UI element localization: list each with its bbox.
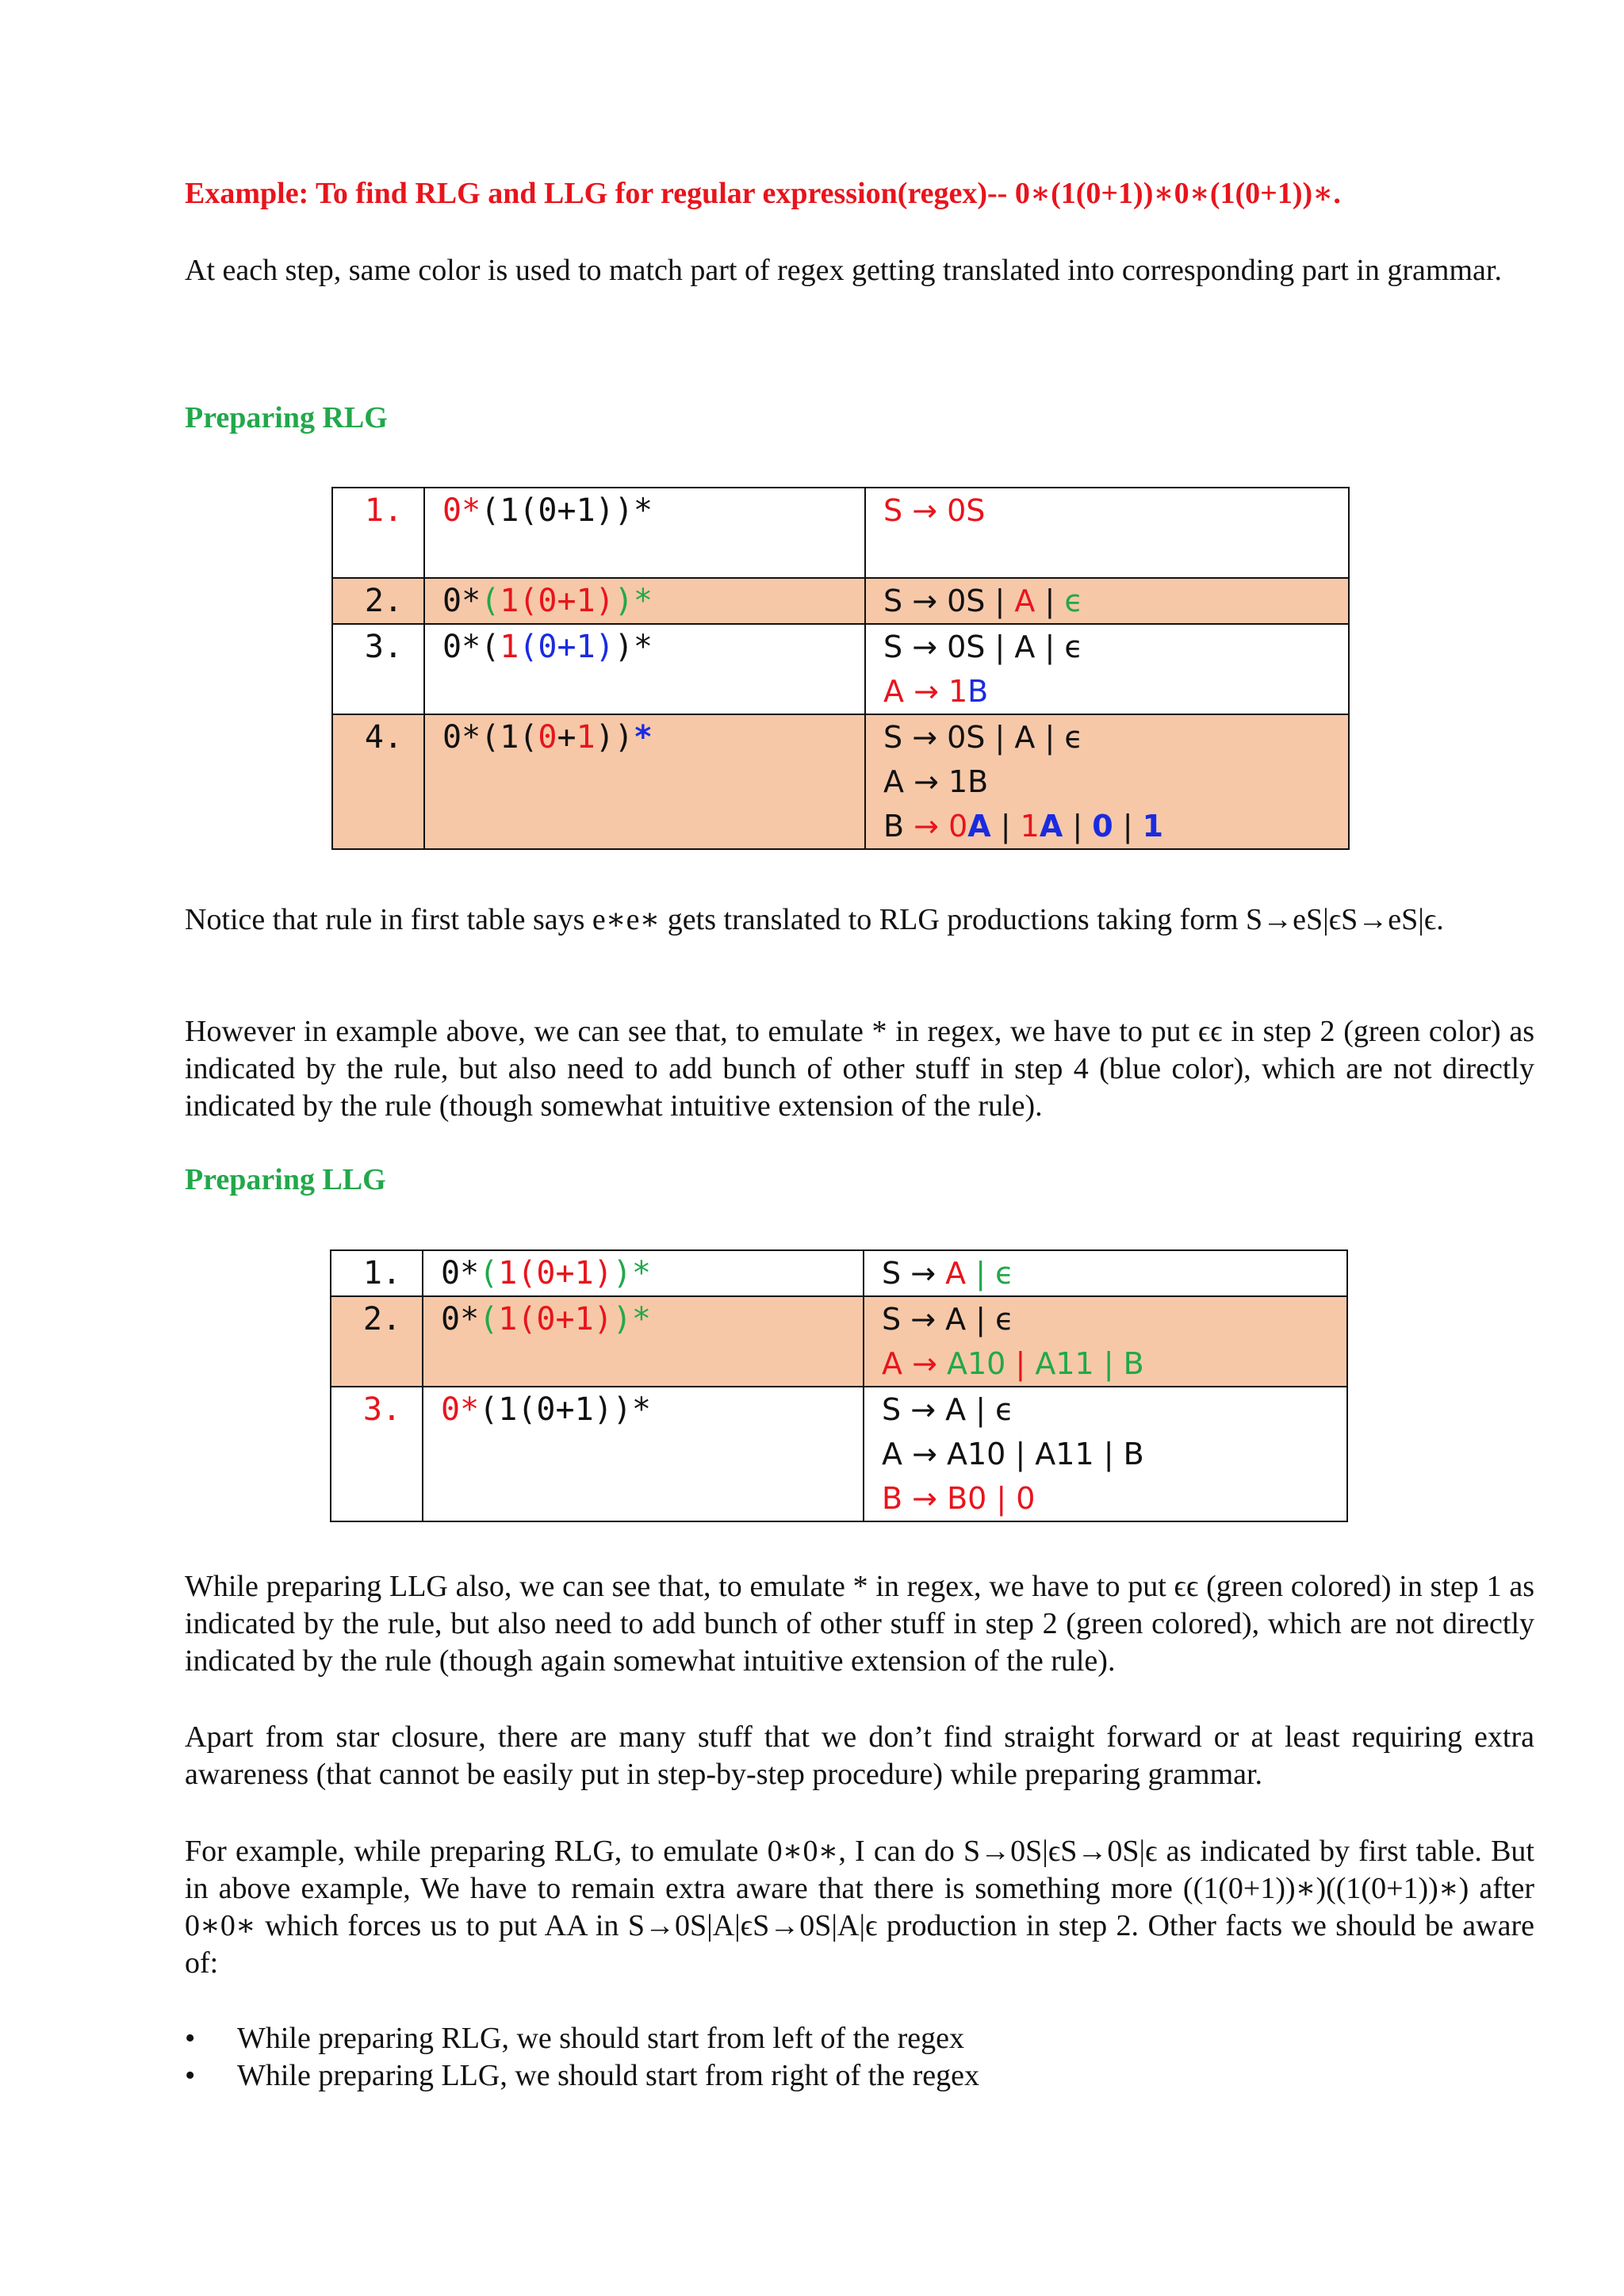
regex-segment: 1: [576, 719, 596, 756]
production-line: [883, 760, 1348, 804]
llg-heading: Preparing LLG: [185, 1163, 386, 1196]
production-segment: 0: [1092, 809, 1113, 844]
production-segment: ϵ: [1064, 584, 1083, 618]
regex-segment: 0*: [441, 1301, 480, 1337]
production-segment: |: [1113, 809, 1143, 844]
production-segment: |: [990, 809, 1021, 844]
table-row: [331, 1250, 1347, 1296]
regex-segment: )*: [612, 1301, 651, 1337]
production-segment: B: [883, 809, 914, 844]
regex-segment: *: [633, 719, 653, 756]
regex-segment: 1(0+1): [498, 1255, 613, 1292]
regex-segment: (1(0+1))*: [481, 492, 653, 529]
production-segment: |: [1035, 584, 1065, 618]
step-number: 3.: [332, 624, 424, 714]
regex-cell: [423, 1296, 864, 1387]
production-segment: A → A10 | A11 | B: [882, 1437, 1144, 1471]
production-segment: A: [967, 809, 991, 844]
rlg-table: [331, 487, 1350, 850]
production-segment: A: [1039, 809, 1063, 844]
table-row: [332, 578, 1349, 624]
production-segment: S → 0S |: [883, 584, 1015, 618]
regex-segment: )): [595, 719, 634, 756]
regex-cell: [424, 624, 865, 714]
production-segment: A11: [1035, 1346, 1094, 1381]
regex-segment: 1(0+1): [498, 1301, 613, 1337]
regex-segment: )*: [614, 583, 653, 619]
production-segment: S →: [882, 1256, 946, 1291]
regex-cell: [423, 1250, 864, 1296]
production-cell: [865, 714, 1349, 849]
regex-segment: (1(0+1))*: [479, 1391, 651, 1428]
bullet-icon: •: [185, 2059, 196, 2092]
regex-cell: [423, 1387, 864, 1521]
production-segment: A → 1B: [883, 764, 989, 799]
regex-cell: [424, 714, 865, 849]
notice-paragraph: Notice that rule in first table says e∗e∗ gets translated to RLG productions taking form S→eS|ϵS→eS|ϵ.: [185, 903, 1444, 936]
step-number: 2.: [332, 578, 424, 624]
regex-segment: (: [479, 1255, 499, 1292]
regex-segment: )*: [612, 1255, 651, 1292]
production-cell: [865, 624, 1349, 714]
production-segment: | B: [1094, 1346, 1144, 1381]
production-segment: S → A | ϵ: [882, 1392, 1014, 1427]
production-line: [883, 625, 1348, 669]
facts-list: [185, 2020, 979, 2095]
production-segment: A: [1014, 584, 1036, 618]
regex-segment: )*: [614, 629, 653, 665]
production-segment: | ϵ: [966, 1256, 1014, 1291]
production-line: [883, 579, 1348, 623]
table-row: [332, 714, 1349, 849]
production-line: [882, 1341, 1346, 1386]
production-line: [882, 1476, 1346, 1521]
regex-segment: (: [481, 583, 500, 619]
step-number: 3.: [331, 1387, 423, 1521]
production-segment: B → B0 | 0: [882, 1481, 1036, 1516]
production-segment: A → 1: [883, 674, 968, 709]
production-line: [882, 1297, 1346, 1341]
step-number: 1.: [331, 1250, 423, 1296]
llg-table-body: [331, 1250, 1347, 1521]
regex-cell: [424, 488, 865, 578]
for-example-paragraph: For example, while preparing RLG, to emulate 0∗0∗, I can do S→0S|ϵS→0S|ϵ as indicated by first table. But in above example, We have to remain extra aware that there is something more ((1(0+1))∗)((1(0+1))∗) after 0∗0∗ which forces us to put AA in S→0S|A|ϵS→0S|A|ϵ production in step 2. Other facts we should be aware of:: [185, 1835, 1534, 1980]
production-cell: [864, 1296, 1347, 1387]
table-row: [332, 624, 1349, 714]
regex-segment: 1(0+1): [500, 583, 615, 619]
production-line: [882, 1251, 1346, 1295]
rlg-table-body: [332, 488, 1349, 849]
regex-segment: (0+1): [519, 629, 615, 665]
production-cell: [864, 1387, 1347, 1521]
production-segment: → 0: [914, 809, 968, 844]
production-cell: [865, 578, 1349, 624]
regex-segment: 1: [500, 629, 519, 665]
production-segment: S → 0S: [883, 493, 986, 528]
table-row: [331, 1387, 1347, 1521]
rlg-heading: Preparing RLG: [185, 401, 388, 434]
production-cell: [864, 1250, 1347, 1296]
production-segment: A10: [947, 1346, 1006, 1381]
step-number: 2.: [331, 1296, 423, 1387]
production-segment: B: [967, 674, 989, 709]
apart-paragraph: Apart from star closure, there are many stuff that we don’t find straight forward or at least requiring extra awareness (that cannot be easily put in step-by-step procedure) while preparing grammar.: [185, 1720, 1534, 1791]
production-segment: A: [945, 1256, 967, 1291]
production-segment: A →: [882, 1346, 947, 1381]
production-segment: S → 0S | A | ϵ: [883, 629, 1083, 664]
list-item: • While preparing LLG, we should start from right of the regex: [185, 2057, 979, 2095]
production-segment: |: [1005, 1346, 1036, 1381]
production-line: [882, 1387, 1346, 1432]
regex-segment: 0*: [442, 492, 481, 529]
regex-segment: +: [557, 719, 576, 756]
production-line: [882, 1432, 1346, 1476]
production-line: [883, 804, 1348, 848]
regex-segment: (: [479, 1301, 499, 1337]
step-number: 4.: [332, 714, 424, 849]
table-row: [332, 488, 1349, 578]
page-title: Example: To find RLG and LLG for regular expression(regex)-- 0∗(1(0+1))∗0∗(1(0+1))∗.: [185, 177, 1341, 210]
regex-segment: 0*: [442, 583, 481, 619]
intro-paragraph: At each step, same color is used to match part of regex getting translated into corresponding part in grammar.: [185, 254, 1502, 287]
step-number: 1.: [332, 488, 424, 578]
regex-segment: 0*(1(: [442, 719, 538, 756]
bullet-icon: •: [185, 2022, 196, 2055]
regex-segment: 0*: [441, 1391, 480, 1428]
production-line: [883, 488, 1348, 533]
list-item: • While preparing RLG, we should start from left of the regex: [185, 2020, 979, 2057]
regex-cell: [424, 578, 865, 624]
regex-segment: 0*: [441, 1255, 480, 1292]
production-line: [883, 715, 1348, 760]
table-row: [331, 1296, 1347, 1387]
regex-segment: 0*(: [442, 629, 500, 665]
production-segment: S → A | ϵ: [882, 1302, 1014, 1337]
production-line: [883, 669, 1348, 714]
production-cell: [865, 488, 1349, 578]
production-segment: S → 0S | A | ϵ: [883, 720, 1083, 755]
production-segment: 1: [1020, 809, 1040, 844]
llg-table: [330, 1249, 1348, 1522]
production-segment: 1: [1142, 809, 1164, 844]
however-paragraph: However in example above, we can see that, to emulate * in regex, we have to put ϵϵ in step 2 (green color) as indicated by the rule, but also need to add bunch of other stuff in step 4 (blue color), which are not directly indicated by the rule (though somewhat intuitive extension of the rule).: [185, 1015, 1534, 1123]
production-segment: |: [1063, 809, 1093, 844]
while-llg-paragraph: While preparing LLG also, we can see that, to emulate * in regex, we have to put ϵϵ (green colored) in step 1 as indicated by the rule, but also need to add bunch of other stuff in step 2 (green colored), which are not directly indicated by the rule (though again somewhat intuitive extension of the rule).: [185, 1570, 1534, 1678]
regex-segment: 0: [538, 719, 557, 756]
